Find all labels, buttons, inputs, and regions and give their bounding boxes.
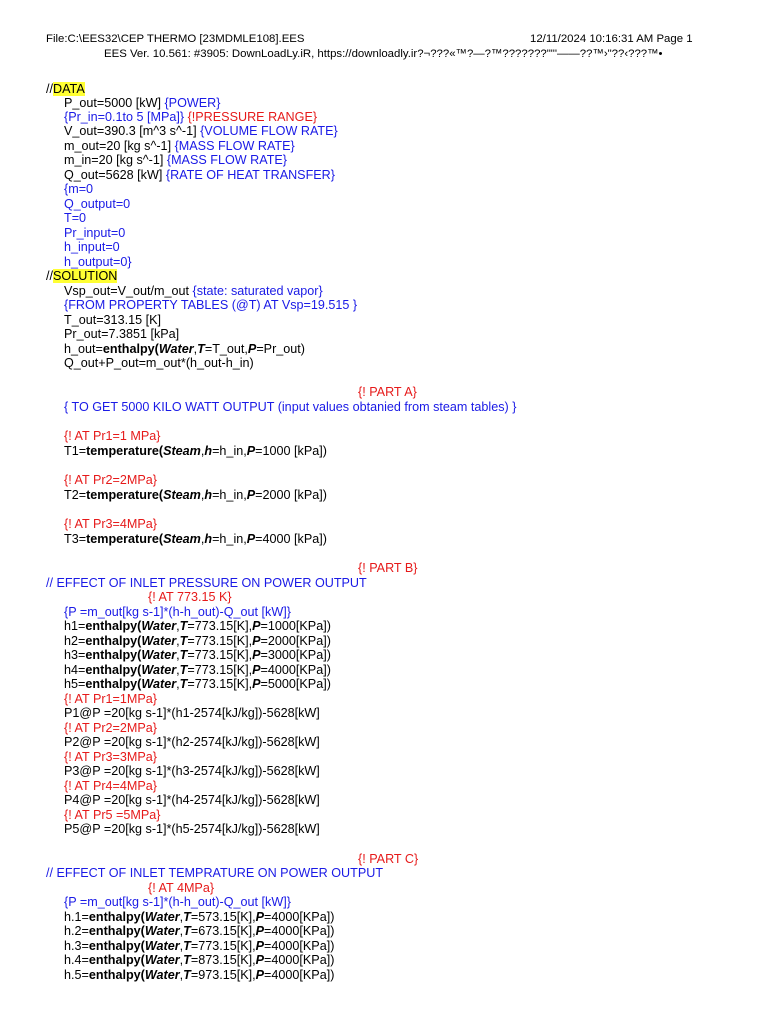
part-b-power-eq-1: P1@P =20[kg s-1]*(h1-2574[kJ/kg])-5628[kW] xyxy=(64,706,320,720)
part-b-enthalpy-3: h3=enthalpy(Water,T=773.15[K],P=3000[KPa]) xyxy=(64,648,331,662)
solution-label: //SOLUTION xyxy=(46,269,118,283)
t-out-line: T_out=313.15 [K] xyxy=(64,313,161,327)
part-b-at-temp: {! AT 773.15 K} xyxy=(148,590,232,604)
print-datetime: 12/11/2024 10:16:31 AM Page 1 xyxy=(530,33,693,45)
part-b-power-comment-4: {! AT Pr4=4MPa} xyxy=(64,779,157,793)
part-a-comment-3: {! AT Pr3=4MPa} xyxy=(64,517,157,531)
part-b-enthalpy-5: h5=enthalpy(Water,T=773.15[K],P=5000[KPa]) xyxy=(64,677,331,691)
part-b-power-eq-5: P5@P =20[kg s-1]*(h5-2574[kJ/kg])-5628[kW] xyxy=(64,822,320,836)
part-c-heading: // EFFECT OF INLET TEMPRATURE ON POWER OUTPUT xyxy=(46,866,384,880)
property-tables-comment: {FROM PROPERTY TABLES (@T) AT Vsp=19.515 } xyxy=(64,298,358,312)
part-c-enthalpy-3: h.3=enthalpy(Water,T=773.15[K],P=4000[KPa]) xyxy=(64,939,335,953)
part-c-formula-comment: {P =m_out[kg s-1]*(h-h_out)-Q_out [kW]} xyxy=(64,895,291,909)
commented-init-3: T=0 xyxy=(64,211,87,225)
h-out-line: h_out=enthalpy(Water,T=T_out,P=Pr_out) xyxy=(64,342,305,356)
part-a-comment-2: {! AT Pr2=2MPa} xyxy=(64,473,157,487)
pr-out-line: Pr_out=7.3851 [kPa] xyxy=(64,327,180,341)
part-a-description: { TO GET 5000 KILO WATT OUTPUT (input values obtanied from steam tables) } xyxy=(64,400,517,414)
part-b-heading: // EFFECT OF INLET PRESSURE ON POWER OUTPUT xyxy=(46,576,367,590)
part-c-enthalpy-1: h.1=enthalpy(Water,T=573.15[K],P=4000[KPa]) xyxy=(64,910,335,924)
part-b-enthalpy-2: h2=enthalpy(Water,T=773.15[K],P=2000[KPa]) xyxy=(64,634,331,648)
part-a-comment-1: {! AT Pr1=1 MPa} xyxy=(64,429,161,443)
q-out-line: Q_out=5628 [kW] {RATE OF HEAT TRANSFER} xyxy=(64,168,335,182)
commented-init-5: h_input=0 xyxy=(64,240,120,254)
part-b-power-comment-5: {! AT Pr5 =5MPa} xyxy=(64,808,161,822)
part-b-power-comment-2: {! AT Pr2=2MPa} xyxy=(64,721,157,735)
commented-init-4: Pr_input=0 xyxy=(64,226,126,240)
commented-init-6: h_output=0} xyxy=(64,255,132,269)
part-b-enthalpy-1: h1=enthalpy(Water,T=773.15[K],P=1000[KPa]) xyxy=(64,619,331,633)
solution-label-highlight: SOLUTION xyxy=(53,269,118,283)
part-c-at-pressure: {! AT 4MPa} xyxy=(148,881,215,895)
data-label-highlight: DATA xyxy=(53,82,85,96)
v-out-line: V_out=390.3 [m^3 s^-1] {VOLUME FLOW RATE} xyxy=(64,124,338,138)
m-out-line: m_out=20 [kg s^-1] {MASS FLOW RATE} xyxy=(64,139,295,153)
p-out-line: P_out=5000 [kW] {POWER} xyxy=(64,96,221,110)
commented-init-1: {m=0 xyxy=(64,182,94,196)
commented-init-2: Q_output=0 xyxy=(64,197,131,211)
part-c-enthalpy-4: h.4=enthalpy(Water,T=873.15[K],P=4000[KPa]) xyxy=(64,953,335,967)
part-c-title: {! PART C} xyxy=(358,852,419,866)
version-line: EES Ver. 10.561: #3905: DownLoadLy.iR, https://downloadly.ir?¬???«™?—?™???????""'——??™›"??‹???™• xyxy=(104,48,663,60)
part-c-enthalpy-5: h.5=enthalpy(Water,T=973.15[K],P=4000[KPa]) xyxy=(64,968,335,982)
part-b-power-comment-3: {! AT Pr3=3MPa} xyxy=(64,750,157,764)
energy-balance-line: Q_out+P_out=m_out*(h_out-h_in) xyxy=(64,356,254,370)
data-label: //DATA xyxy=(46,82,85,96)
part-b-power-eq-4: P4@P =20[kg s-1]*(h4-2574[kJ/kg])-5628[kW] xyxy=(64,793,320,807)
vsp-line: Vsp_out=V_out/m_out {state: saturated vapor} xyxy=(64,284,323,298)
part-b-power-eq-3: P3@P =20[kg s-1]*(h3-2574[kJ/kg])-5628[kW] xyxy=(64,764,320,778)
part-b-power-comment-1: {! AT Pr1=1MPa} xyxy=(64,692,157,706)
file-path: File:C:\EES32\CEP THERMO [23MDMLE108].EES xyxy=(46,33,305,45)
part-a-eq-1: T1=temperature(Steam,h=h_in,P=1000 [kPa]) xyxy=(64,444,327,458)
pr-in-comment-line: {Pr_in=0.1to 5 [MPa]} {!PRESSURE RANGE} xyxy=(64,110,318,124)
part-a-title: {! PART A} xyxy=(358,385,417,399)
part-a-eq-2: T2=temperature(Steam,h=h_in,P=2000 [kPa]) xyxy=(64,488,327,502)
part-b-enthalpy-4: h4=enthalpy(Water,T=773.15[K],P=4000[KPa]) xyxy=(64,663,331,677)
part-a-eq-3: T3=temperature(Steam,h=h_in,P=4000 [kPa]) xyxy=(64,532,327,546)
part-b-title: {! PART B} xyxy=(358,561,418,575)
part-c-enthalpy-2: h.2=enthalpy(Water,T=673.15[K],P=4000[KPa]) xyxy=(64,924,335,938)
m-in-line: m_in=20 [kg s^-1] {MASS FLOW RATE} xyxy=(64,153,287,167)
part-b-formula-comment: {P =m_out[kg s-1]*(h-h_out)-Q_out [kW]} xyxy=(64,605,291,619)
part-b-power-eq-2: P2@P =20[kg s-1]*(h2-2574[kJ/kg])-5628[kW] xyxy=(64,735,320,749)
